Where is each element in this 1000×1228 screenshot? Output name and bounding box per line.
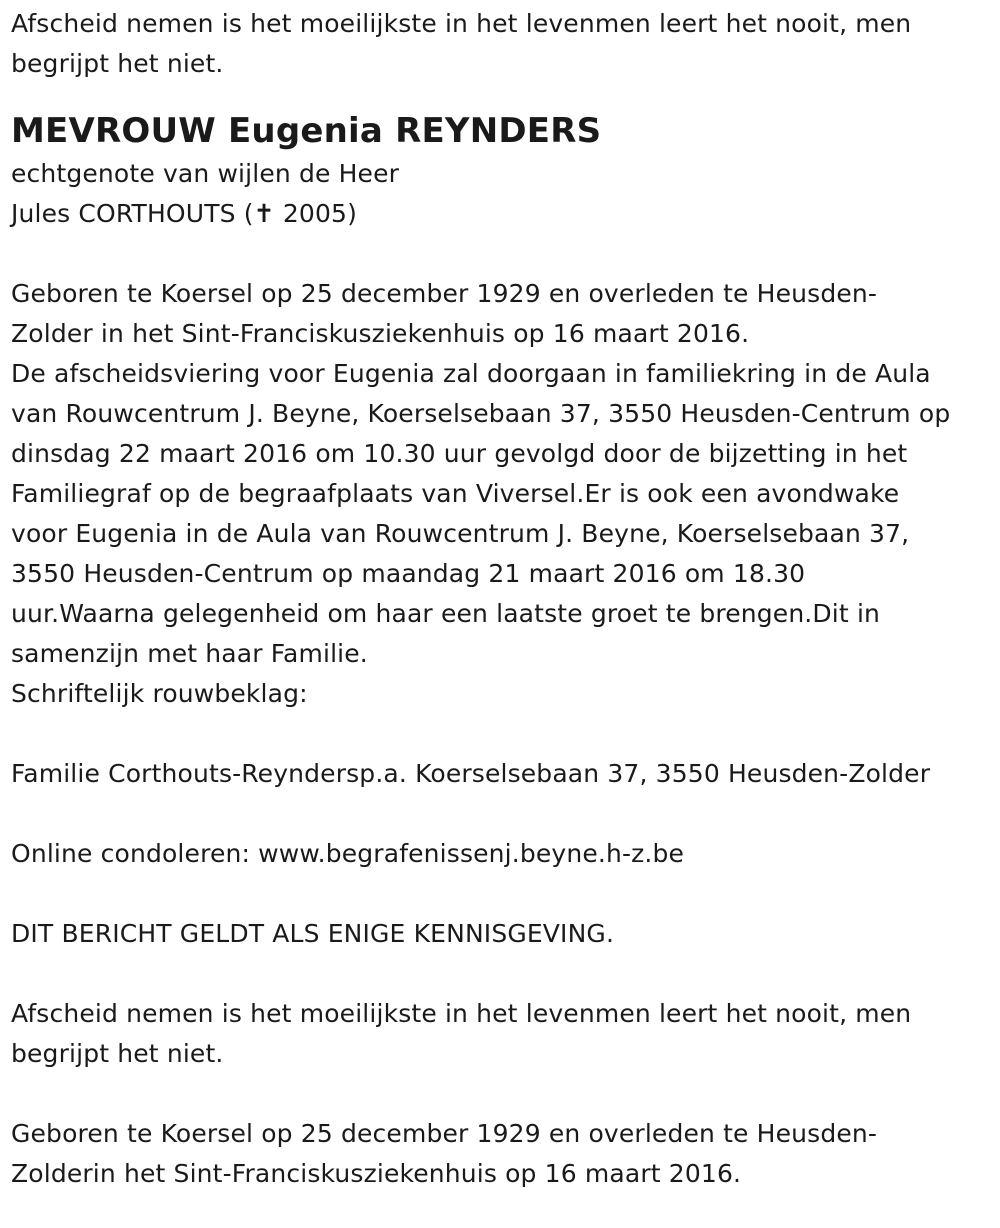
quote-top-line-1: Afscheid nemen is het moeilijkste in het levenmen leert het nooit, men bbox=[11, 9, 912, 38]
body-line: van Rouwcentrum J. Beyne, Koerselsebaan 37, 3550 Heusden-Centrum op bbox=[11, 399, 951, 428]
body-line: samenzijn met haar Familie. bbox=[11, 639, 368, 668]
spouse-name: Jules CORTHOUTS ( bbox=[11, 199, 254, 228]
spouse-line: echtgenote van wijlen de Heer bbox=[11, 159, 400, 188]
spacer bbox=[11, 794, 996, 834]
quote-top-line-2: begrijpt het niet. bbox=[11, 49, 224, 78]
family-address: Familie Corthouts-Reyndersp.a. Koerselsebaan 37, 3550 Heusden-Zolder bbox=[11, 759, 931, 788]
body-line: Familiegraf op de begraafplaats van Viversel.Er is ook een avondwake bbox=[11, 479, 900, 508]
cross-icon: ✝ bbox=[253, 199, 275, 228]
body-line: Zolder in het Sint-Franciskusziekenhuis op 16 maart 2016. bbox=[11, 319, 750, 348]
deceased-name-title: MEVROUW Eugenia REYNDERS bbox=[11, 111, 602, 151]
born-bottom-line-1: Geboren te Koersel op 25 december 1929 en overleden te Heusden- bbox=[11, 1119, 878, 1148]
body-line: 3550 Heusden-Centrum op maandag 21 maart 2016 om 18.30 bbox=[11, 559, 806, 588]
spacer bbox=[11, 234, 996, 274]
body-line: Schriftelijk rouwbeklag: bbox=[11, 679, 308, 708]
body-line: uur.Waarna gelegenheid om haar een laatste groet te brengen.Dit in bbox=[11, 599, 881, 628]
spacer bbox=[11, 1074, 996, 1114]
body-line: dinsdag 22 maart 2016 om 10.30 uur gevolgd door de bijzetting in het bbox=[11, 439, 908, 468]
quote-bottom-line-1: Afscheid nemen is het moeilijkste in het levenmen leert het nooit, men bbox=[11, 999, 912, 1028]
body-line: Geboren te Koersel op 25 december 1929 en overleden te Heusden- bbox=[11, 279, 878, 308]
obituary-notice bbox=[11, 4, 996, 1194]
quote-bottom-line-2: begrijpt het niet. bbox=[11, 1039, 224, 1068]
body-line: voor Eugenia in de Aula van Rouwcentrum J. Beyne, Koerselsebaan 37, bbox=[11, 519, 910, 548]
body-line: De afscheidsviering voor Eugenia zal doorgaan in familiekring in de Aula bbox=[11, 359, 931, 388]
born-bottom-line-2: Zolderin het Sint-Franciskusziekenhuis op 16 maart 2016. bbox=[11, 1159, 742, 1188]
spacer bbox=[11, 954, 996, 994]
spacer bbox=[11, 874, 996, 914]
spouse-death-year: 2005) bbox=[274, 199, 357, 228]
spacer bbox=[11, 714, 996, 754]
spouse-name-line bbox=[11, 194, 996, 234]
online-condolence: Online condoleren: www.begrafenissenj.beyne.h-z.be bbox=[11, 839, 685, 868]
notice-statement: DIT BERICHT GELDT ALS ENIGE KENNISGEVING. bbox=[11, 919, 615, 948]
